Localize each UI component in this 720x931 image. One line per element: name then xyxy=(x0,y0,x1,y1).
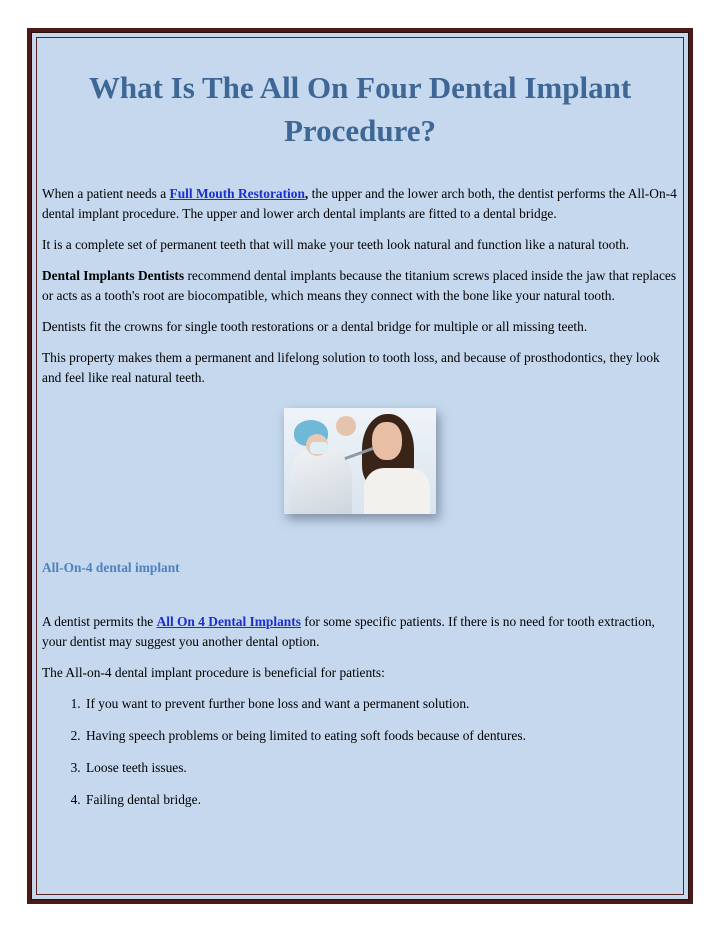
photo-dentist-coat xyxy=(290,446,352,514)
benefits-list xyxy=(42,694,678,810)
all-on-4-implants-link[interactable]: All On 4 Dental Implants xyxy=(156,614,301,629)
all-on-4-text-end: for some specific patients. If there is no need for tooth extraction, your dentist may suggest you another dental option. xyxy=(42,614,655,649)
implant-dentists-text: recommend dental implants because the titanium screws placed inside the jaw that replaces or acts as a tooth's root are biocompatible, which means they connect with the bone like your natural tooth. xyxy=(42,268,677,303)
photo-container xyxy=(42,408,678,514)
paragraph-beneficial: The All-on-4 dental implant procedure is beneficial for patients: xyxy=(42,665,385,680)
intro-text-end: the upper and the lower arch both, the dentist performs the All-On-4 dental implant procedure. The upper and lower arch dental implants are fitted to a dental bridge. xyxy=(42,186,677,221)
all-on-4-text-start: A dentist permits the xyxy=(42,614,157,629)
full-mouth-restoration-link[interactable]: Full Mouth Restoration xyxy=(169,186,305,201)
section-heading: All-On-4 dental implant xyxy=(42,560,180,575)
dentist-patient-photo xyxy=(284,408,436,514)
list-item: 1. If you want to prevent further bone loss and want a permanent solution. xyxy=(84,694,678,714)
paragraph-lifelong-solution: This property makes them a permanent and lifelong solution to tooth loss, and because of prosthodontics, they look and feel like real natural teeth. xyxy=(42,350,660,385)
intro-comma: , xyxy=(304,186,309,201)
photo-assistant xyxy=(336,416,356,436)
intro-text-start: When a patient needs a xyxy=(42,186,170,201)
photo-patient-face xyxy=(372,422,402,460)
document-content xyxy=(42,66,678,822)
list-item: 2. Having speech problems or being limited to eating soft foods because of dentures. xyxy=(84,726,678,746)
page-title: What Is The All On Four Dental Implant Procedure? xyxy=(88,70,632,148)
list-item: 3. Loose teeth issues. xyxy=(84,758,678,778)
paragraph-permanent-teeth: It is a complete set of permanent teeth that will make your teeth look natural and function like a natural tooth. xyxy=(42,237,630,252)
implant-dentists-bold: Dental Implants Dentists xyxy=(42,268,185,283)
paragraph-implant-dentists xyxy=(42,266,678,306)
list-item: 4. Failing dental bridge. xyxy=(84,790,678,810)
photo-dentist-mask xyxy=(310,442,328,454)
paragraph-all-on-4 xyxy=(42,612,678,652)
photo-patient-top xyxy=(364,468,430,514)
paragraph-intro xyxy=(42,184,678,224)
paragraph-crowns: Dentists fit the crowns for single tooth restorations or a dental bridge for multiple or all missing teeth. xyxy=(42,319,588,334)
